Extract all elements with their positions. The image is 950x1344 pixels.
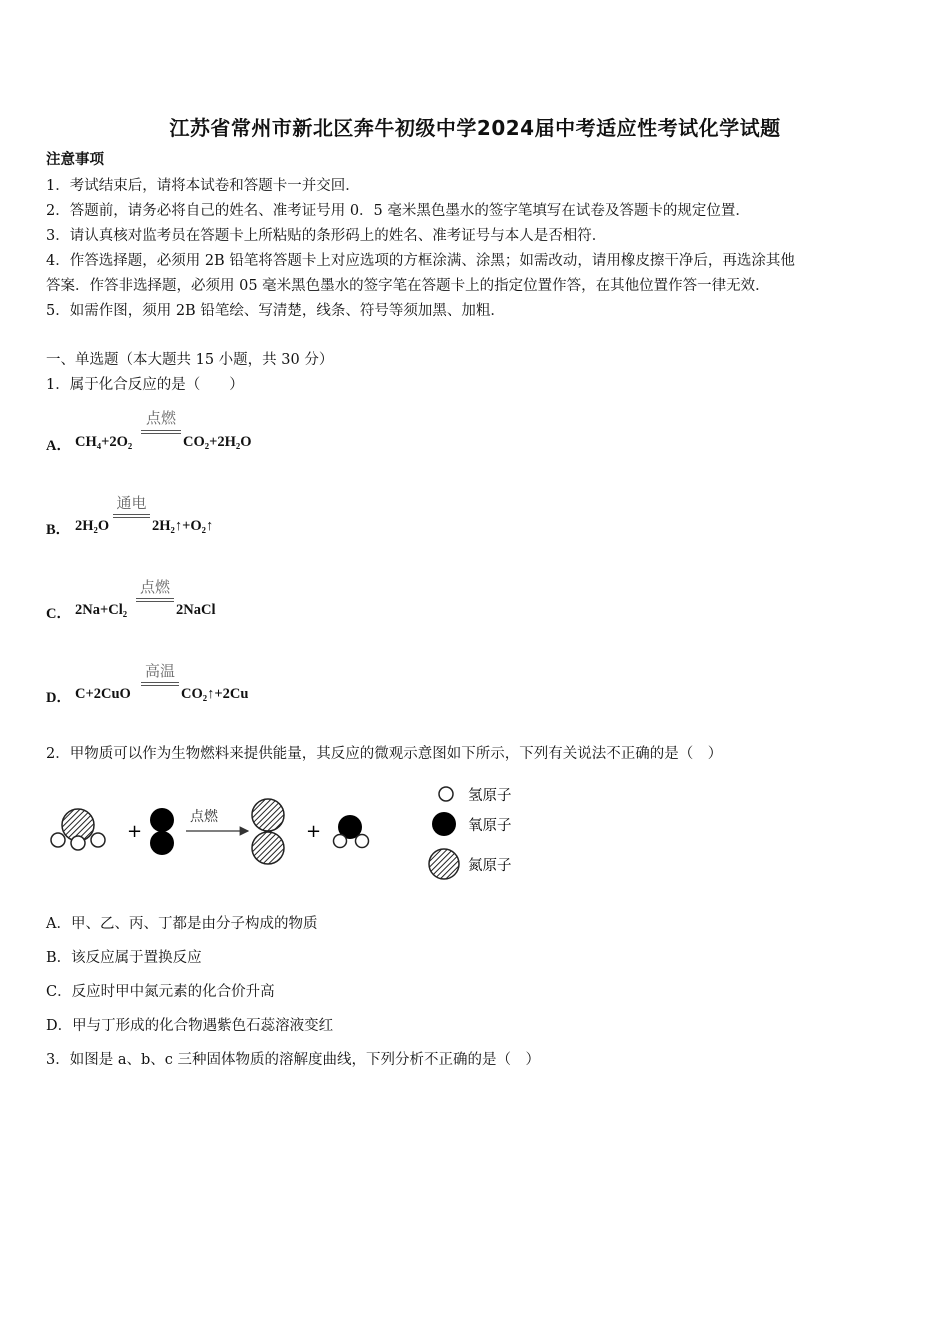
option-b-products: 2H₂↑+O₂↑ bbox=[152, 518, 214, 534]
plus-sign: + bbox=[306, 821, 322, 842]
legend-hydrogen: 氢原子 bbox=[468, 788, 512, 804]
option-c-equals-sign bbox=[136, 598, 174, 602]
option-b-label: B． bbox=[46, 522, 71, 538]
section-heading: 一、单选题（本大题共 15 小题，共 30 分） bbox=[46, 352, 334, 368]
q2-option-b: B．该反应属于置换反应 bbox=[46, 950, 202, 966]
nitrogen-atom-icon bbox=[429, 849, 459, 879]
question-1-stem: 1．属于化合反应的是（ ） bbox=[46, 377, 244, 393]
q2-option-c: C．反应时甲中氮元素的化合价升高 bbox=[46, 984, 275, 1000]
molecule-bing bbox=[252, 799, 284, 864]
option-a-label: A． bbox=[46, 438, 71, 454]
option-a-reactants: CH₄+2O₂ bbox=[75, 434, 133, 450]
question-2-stem: 2．甲物质可以作为生物燃料来提供能量，其反应的微观示意图如下所示，下列有关说法不正确的是（ ） bbox=[46, 746, 723, 762]
option-c-label: C． bbox=[46, 606, 71, 622]
option-d-label: D． bbox=[46, 690, 71, 706]
option-a-products: CO₂+2H₂O bbox=[183, 434, 252, 450]
option-c-reactants: 2Na+Cl₂ bbox=[75, 602, 128, 618]
legend-oxygen: 氧原子 bbox=[468, 818, 512, 834]
molecule-ding bbox=[334, 815, 369, 848]
option-d-condition: 高温 bbox=[144, 662, 175, 680]
option-b-equals-sign bbox=[113, 514, 150, 518]
notice-item: 5．如需作图，须用 2B 铅笔绘、写清楚，线条、符号等须加黑、加粗． bbox=[46, 303, 505, 319]
q2-option-d: D．甲与丁形成的化合物遇紫色石蕊溶液变红 bbox=[46, 1018, 334, 1034]
option-b-reactants: 2H₂O bbox=[75, 518, 110, 534]
oxygen-atom-icon bbox=[432, 812, 456, 836]
option-d-equals-sign bbox=[141, 682, 179, 686]
question-3-stem: 3．如图是 a、b、c 三种固体物质的溶解度曲线，下列分析不正确的是（ ） bbox=[46, 1052, 540, 1068]
molecule-jia bbox=[51, 809, 105, 850]
q2-option-a: A．甲、乙、丙、丁都是由分子构成的物质 bbox=[46, 916, 318, 932]
notice-heading: 注意事项 bbox=[46, 151, 104, 168]
option-d-reactants: C+2CuO bbox=[75, 686, 131, 702]
page-title: 江苏省常州市新北区奔牛初级中学2024届中考适应性考试化学试题 bbox=[169, 116, 781, 140]
hydrogen-atom-icon bbox=[439, 787, 453, 801]
notice-item: 答案．作答非选择题，必须用 05 毫米黑色墨水的签字笔在答题卡上的指定位置作答，在其他位置作答一律无效． bbox=[46, 278, 770, 294]
arrow-label: 点燃 bbox=[190, 809, 218, 825]
plus-sign: + bbox=[127, 821, 143, 842]
notice-item: 3．请认真核对监考员在答题卡上所粘贴的条形码上的姓名、准考证号与本人是否相符． bbox=[46, 228, 607, 244]
option-b-condition: 通电 bbox=[116, 494, 147, 512]
notice-item: 2．答题前，请务必将自己的姓名、准考证号用 0．5 毫米黑色墨水的签字笔填写在试卷及答题卡的规定位置． bbox=[46, 203, 750, 219]
diagram-legend bbox=[429, 787, 512, 879]
reaction-diagram bbox=[40, 775, 540, 885]
legend-nitrogen: 氮原子 bbox=[468, 858, 512, 874]
option-d-products: CO₂↑+2Cu bbox=[181, 686, 249, 702]
option-c-condition: 点燃 bbox=[139, 578, 170, 596]
option-a-equals-sign bbox=[141, 430, 181, 434]
molecule-yi bbox=[150, 808, 174, 855]
notice-item: 4．作答选择题，必须用 2B 铅笔将答题卡上对应选项的方框涂满、涂黑；如需改动，请用橡皮擦干净后，再选涂其他 bbox=[46, 253, 795, 269]
notice-item: 1．考试结束后，请将本试卷和答题卡一并交回． bbox=[46, 178, 360, 194]
option-a-condition: 点燃 bbox=[145, 409, 176, 427]
option-c-products: 2NaCl bbox=[176, 602, 216, 618]
